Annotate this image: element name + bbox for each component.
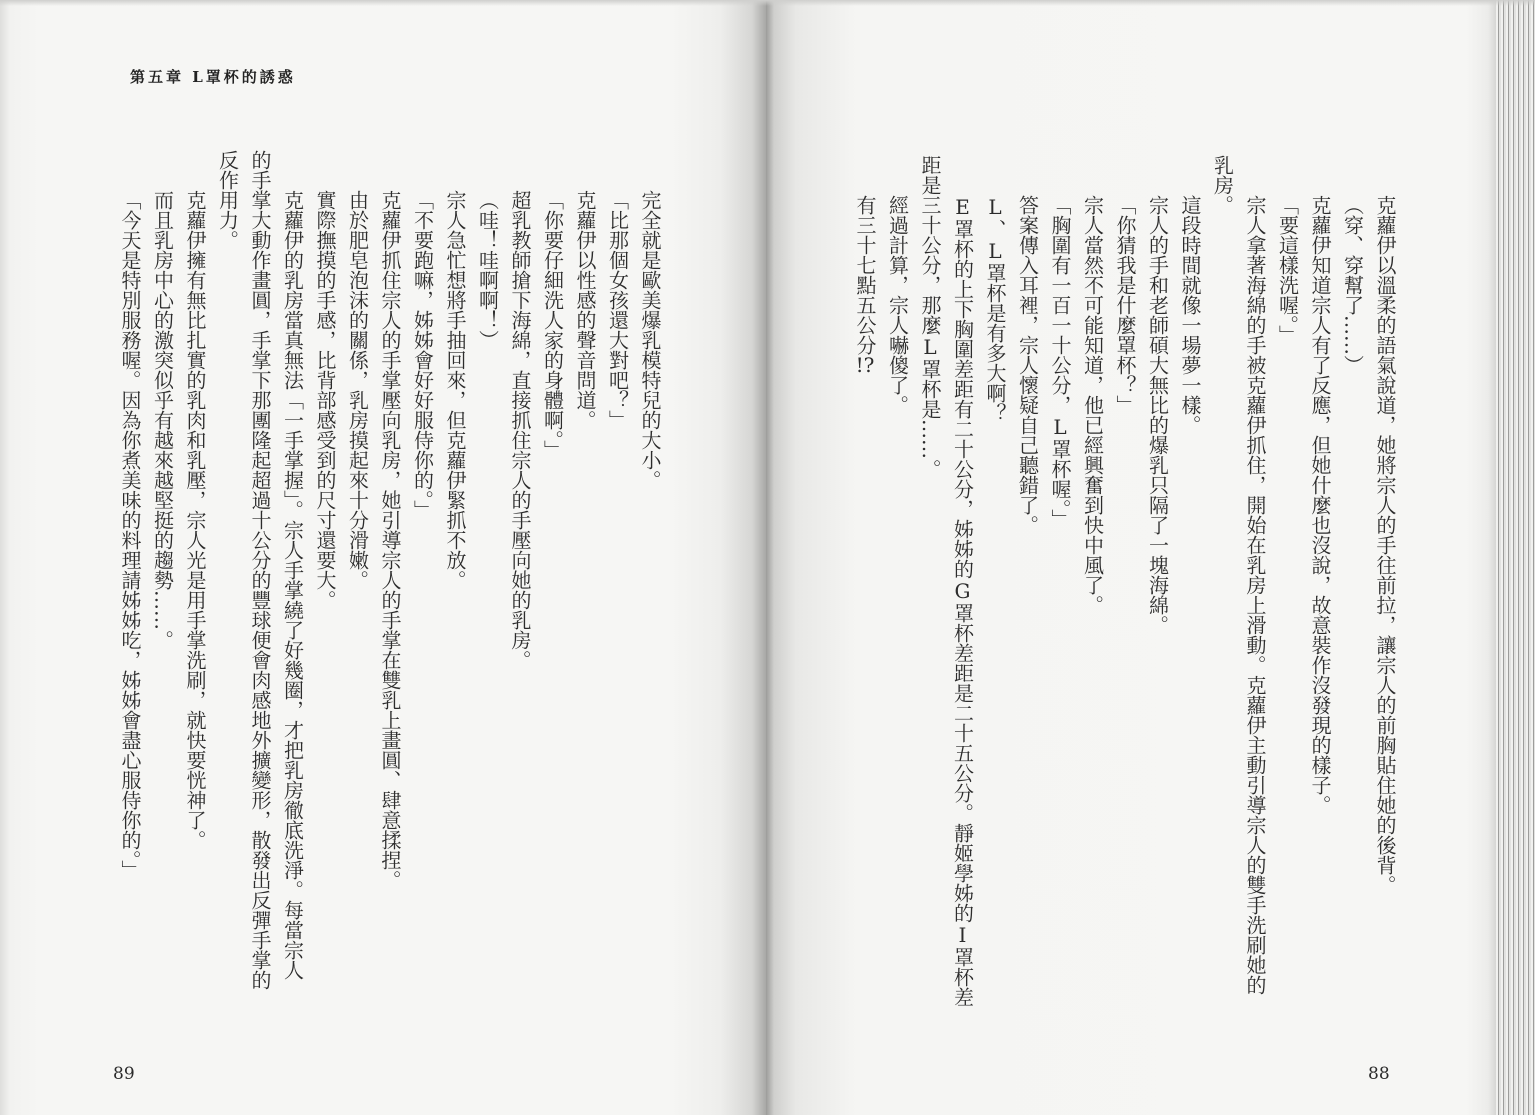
text-column: 克蘿伊的乳房當真無法「一手掌握」。宗人手掌繞了好幾圈，才把乳房徹底洗淨。每當宗人 [280, 190, 305, 980]
text-column: （哇！哇啊啊！） [475, 190, 500, 350]
text-column: 宗人當然不可能知道，他已經興奮到快中風了。 [1080, 195, 1105, 615]
text-column: 而且乳房中心的激突似乎有越來越堅挺的趨勢……。 [150, 190, 175, 650]
text-column: 有三十七點五公分!? [853, 195, 877, 375]
text-column: （穿、穿幫了……） [1340, 195, 1365, 375]
page-number-left: 89 [113, 1064, 135, 1084]
text-column: 「比那個女孩還大對吧？」 [605, 190, 630, 430]
text-column: 的手掌大動作畫圓，手掌下那團隆起超過十公分的豐球便會肉感地外擴變形，散發出反彈手掌的 [248, 150, 272, 990]
page-number-right: 88 [1368, 1064, 1390, 1084]
text-column: 乳房。 [1210, 155, 1235, 215]
text-column: 答案傳入耳裡，宗人懷疑自己聽錯了。 [1015, 195, 1040, 535]
chapter-header: 第五章 L罩杯的誘惑 [130, 68, 296, 86]
text-column: 「你猜我是什麼罩杯？」 [1113, 195, 1137, 415]
text-column: 克蘿伊擁有無比扎實的乳肉和乳壓，宗人光是用手掌洗刷，就快要恍神了。 [183, 190, 207, 850]
text-column: 宗人急忙想將手抽回來，但克蘿伊緊抓不放。 [443, 190, 467, 590]
text-column: 經過計算，宗人嚇傻了。 [885, 195, 910, 415]
text-column: 克蘿伊知道宗人有了反應，但她什麼也沒說，故意裝作沒發現的樣子。 [1308, 195, 1332, 815]
text-column: 「胸圍有一百一十公分，L罩杯喔。」 [1048, 195, 1072, 529]
text-column: 「要這樣洗喔。」 [1275, 195, 1300, 345]
text-column: 宗人的手和老師碩大無比的爆乳只隔了一塊海綿。 [1145, 195, 1170, 635]
scan-top-shade [0, 0, 1535, 6]
text-column: 實際撫摸的手感，比背部感受到的尺寸還要大。 [313, 190, 337, 610]
text-column: 「不要跑嘛，姊姊會好好服侍你的。」 [410, 190, 435, 520]
text-column: 超乳教師搶下海綿，直接抓住宗人的手壓向她的乳房。 [508, 190, 532, 670]
page-block-edges [1496, 0, 1535, 1115]
text-column: 克蘿伊以性感的聲音問道。 [573, 190, 597, 430]
text-column: 反作用力。 [215, 150, 240, 250]
right-page-text [848, 155, 1401, 1007]
text-column: 「今天是特別服務喔。因為你煮美味的料理請姊姊吃，姊姊會盡心服侍你的。」 [118, 190, 142, 880]
text-column: 宗人拿著海綿的手被克蘿伊抓住，開始在乳房上滑動。克蘿伊主動引導宗人的雙手洗刷她的 [1243, 195, 1267, 995]
text-column: 「你要仔細洗人家的身體啊。」 [540, 190, 565, 460]
text-column: 這段時間就像一場夢一樣。 [1178, 195, 1202, 435]
text-column: 克蘿伊以溫柔的語氣說道，她將宗人的手往前拉，讓宗人的前胸貼住她的後背。 [1373, 195, 1397, 895]
text-column: L、L罩杯是有多大啊？ [983, 195, 1007, 423]
left-page-text [113, 150, 666, 990]
text-column: 克蘿伊抓住宗人的手掌壓向乳房，她引導宗人的手掌在雙乳上畫圓、肆意揉捏。 [378, 190, 402, 890]
text-column: 距是三十公分，那麼L罩杯是……。 [918, 155, 942, 479]
text-column: 完全就是歐美爆乳模特兒的大小。 [638, 190, 662, 490]
text-column: 由於肥皂泡沫的關係，乳房摸起來十分滑嫩。 [345, 190, 370, 590]
text-column: E罩杯的上下胸圍差距有二十公分，姊姊的G罩杯差距是二十五公分。靜姬學姊的I罩杯差 [950, 195, 975, 1007]
